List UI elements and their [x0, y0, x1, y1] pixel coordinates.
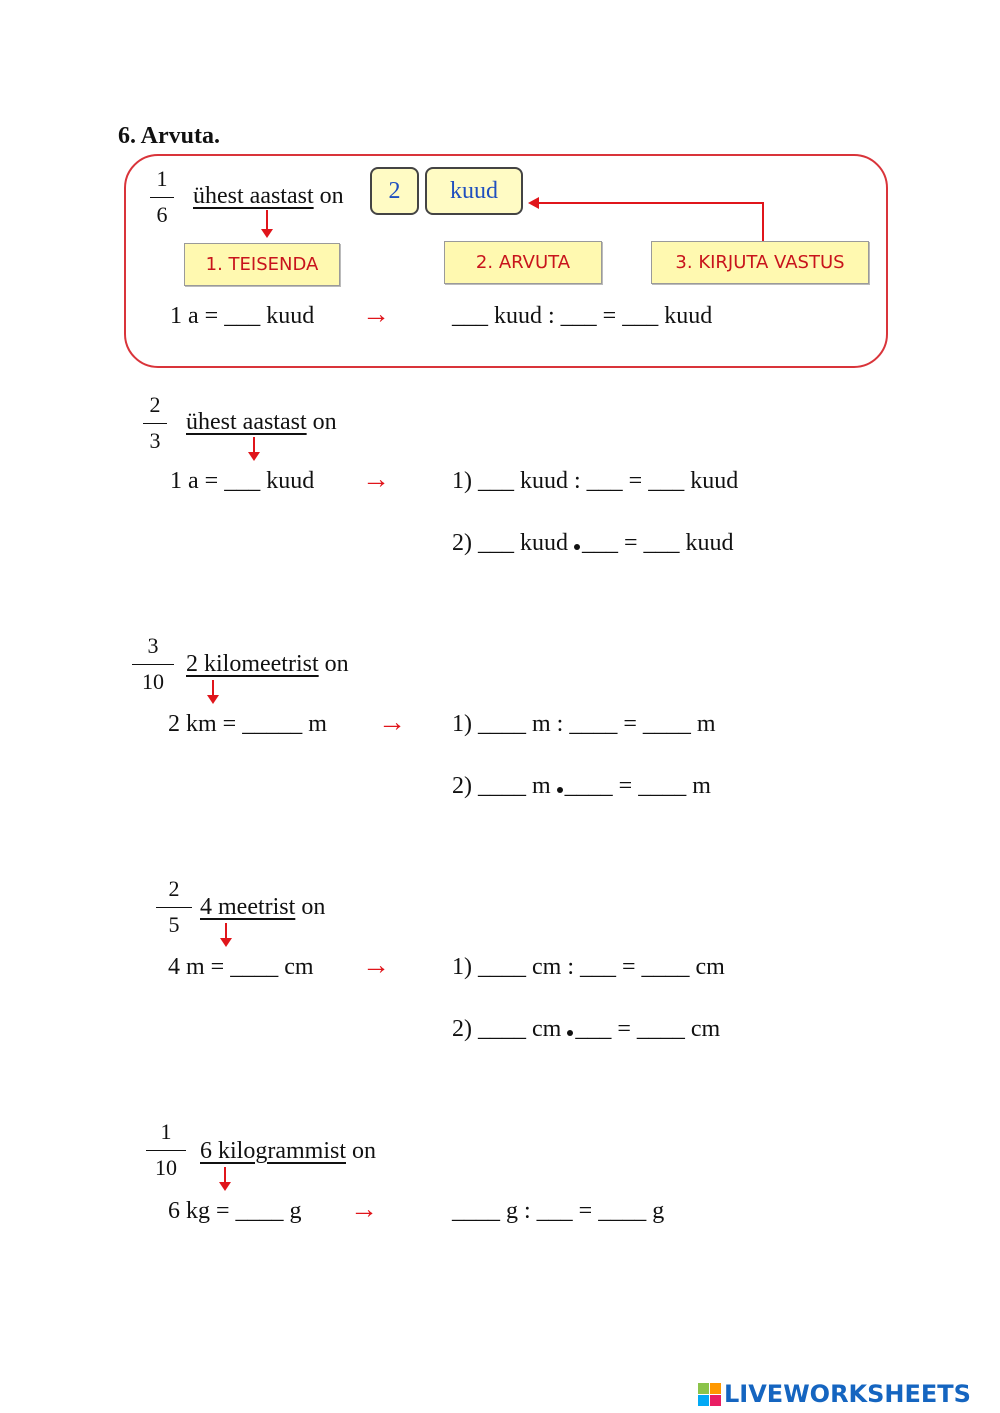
example-calc: ___ kuud : ___ = ___ kuud: [452, 303, 713, 329]
example-convert: 1 a = ___ kuud: [170, 303, 315, 329]
fraction-bar: [150, 197, 174, 198]
down-arrow-icon: [212, 680, 214, 696]
example-answer-unit: kuud: [425, 167, 523, 215]
task2-phrase-line: [186, 650, 349, 678]
fraction-denominator: 10: [155, 1155, 177, 1180]
task4-phrase-line: [200, 1137, 376, 1165]
task4-on: on: [352, 1138, 376, 1164]
step-teisenda: 1. TEISENDA: [184, 243, 340, 286]
example-on: on: [319, 183, 344, 209]
fraction-bar: [132, 664, 174, 665]
fraction-bar: [156, 907, 192, 908]
fraction-numerator: 2: [168, 876, 180, 901]
page-title: 6. Arvuta.: [118, 123, 220, 149]
task1-phrase-line: [186, 408, 337, 436]
task1-step2-left: 2) ___ kuud: [452, 530, 568, 556]
fraction-denominator: 10: [142, 669, 164, 694]
down-arrow-icon: [266, 210, 268, 230]
task2-phrase: 2 kilomeetrist: [186, 651, 319, 677]
task2-convert: 2 km = _____ m: [168, 711, 327, 737]
fraction-bar: [146, 1150, 186, 1151]
down-arrow-icon: [253, 437, 255, 453]
example-phrase-line: [193, 182, 344, 210]
task3-step2-left: 2) ____ cm: [452, 1016, 562, 1042]
task3-convert: 4 m = ____ cm: [168, 954, 314, 980]
fraction-denominator: 5: [168, 912, 180, 937]
task3-on: on: [301, 894, 326, 920]
task2-step2-right: ____ = ____ m: [564, 773, 711, 799]
return-arrow-vertical: [762, 203, 764, 241]
multiply-dot: [574, 544, 580, 550]
down-arrow-icon: [225, 923, 227, 939]
task3-step2-right: ___ = ____ cm: [575, 1016, 721, 1042]
fraction-numerator: 3: [147, 633, 159, 658]
multiply-dot: [567, 1030, 573, 1036]
liveworksheets-logo: [698, 1380, 971, 1408]
right-arrow-icon: →: [362, 299, 390, 330]
task1-convert: 1 a = ___ kuud: [170, 468, 315, 494]
return-arrow-horizontal: [538, 202, 764, 204]
task1-step1: 1) ___ kuud : ___ = ___ kuud: [452, 468, 739, 494]
right-arrow-icon: →: [362, 950, 390, 981]
fraction-denominator: 6: [156, 202, 168, 227]
down-arrow-icon: [224, 1167, 226, 1183]
multiply-dot: [557, 787, 563, 793]
task4-fraction: [146, 1119, 186, 1181]
fraction-bar: [143, 423, 167, 424]
right-arrow-icon: →: [362, 464, 390, 495]
task3-step2: [452, 1015, 720, 1043]
task1-on: on: [312, 409, 337, 435]
task1-phrase: ühest aastast: [186, 409, 307, 435]
task1-step2: [452, 529, 734, 557]
fraction-numerator: 1: [156, 166, 168, 191]
logo-tile: [698, 1395, 709, 1406]
step-kirjuta-vastus: 3. KIRJUTA VASTUS: [651, 241, 869, 284]
task3-phrase-line: [200, 893, 325, 921]
return-arrow-head: [528, 197, 539, 209]
task4-phrase: 6 kilogrammist: [200, 1138, 346, 1164]
example-fraction: [150, 166, 174, 228]
task2-step2: [452, 772, 711, 800]
fraction-numerator: 1: [160, 1119, 172, 1144]
logo-tile: [698, 1383, 709, 1394]
task2-step2-left: 2) ____ m: [452, 773, 551, 799]
logo-text: LIVEWORKSHEETS: [724, 1380, 971, 1408]
logo-box: [698, 1383, 721, 1406]
fraction-numerator: 2: [149, 392, 161, 417]
right-arrow-icon: →: [350, 1194, 378, 1225]
task3-step1: 1) ____ cm : ___ = ____ cm: [452, 954, 725, 980]
logo-tile: [710, 1383, 721, 1394]
step-arvuta: 2. ARVUTA: [444, 241, 602, 284]
task4-convert: 6 kg = ____ g: [168, 1198, 302, 1224]
task1-step2-right: ___ = ___ kuud: [582, 530, 734, 556]
task1-fraction: [143, 392, 167, 454]
task2-step1: 1) ____ m : ____ = ____ m: [452, 711, 716, 737]
task2-fraction: [132, 633, 174, 695]
task4-calc: ____ g : ___ = ____ g: [452, 1198, 665, 1224]
example-phrase: ühest aastast: [193, 183, 314, 209]
logo-tile: [710, 1395, 721, 1406]
task2-on: on: [324, 651, 349, 677]
example-answer-value: 2: [370, 167, 419, 215]
task3-phrase: 4 meetrist: [200, 894, 296, 920]
right-arrow-icon: →: [378, 707, 406, 738]
task3-fraction: [156, 876, 192, 938]
fraction-denominator: 3: [149, 428, 161, 453]
